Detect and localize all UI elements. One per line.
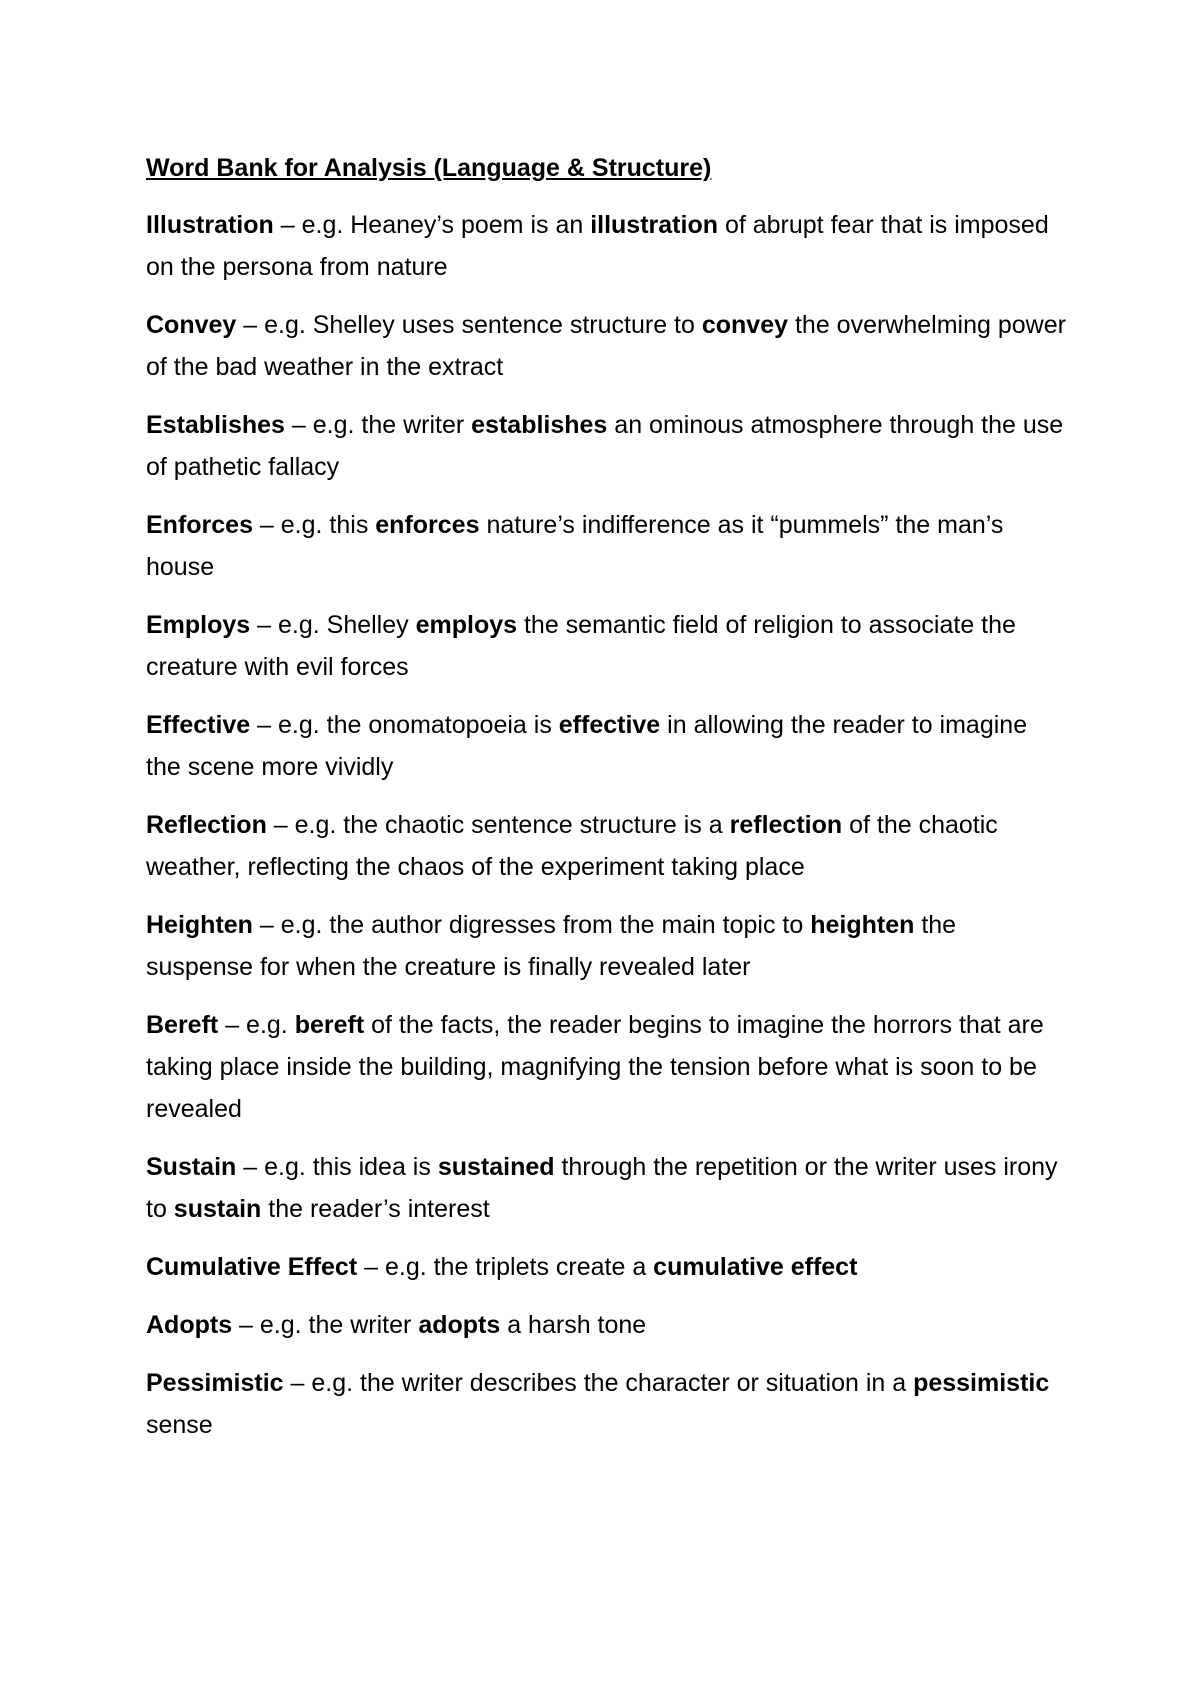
entry-keyword: pessimistic [913, 1369, 1050, 1397]
word-bank-entry [146, 304, 1066, 388]
entry-keyword: adopts [418, 1311, 501, 1339]
entry-term: Reflection [146, 811, 267, 839]
entry-text: the reader’s interest [261, 1195, 490, 1223]
entry-text: through the repetition or the writer uses irony to [146, 1153, 1058, 1223]
entry-keyword: establishes [471, 411, 608, 439]
entry-term: Pessimistic [146, 1369, 284, 1397]
word-bank-entry [146, 1246, 1066, 1288]
entry-text: – e.g. the triplets create a [357, 1253, 654, 1281]
word-bank-list [146, 204, 1066, 1446]
entry-text: – e.g. the writer [232, 1311, 419, 1339]
entry-term: Illustration [146, 211, 274, 239]
entry-text: nature’s indifference as it “pummels” the man’s house [146, 511, 1004, 581]
entry-term: Adopts [146, 1311, 233, 1339]
entry-text: sense [146, 1411, 213, 1439]
word-bank-entry [146, 1004, 1066, 1130]
entry-text: in allowing the reader to imagine the scene more vividly [146, 711, 1028, 781]
entry-text: a harsh tone [500, 1311, 647, 1339]
word-bank-entry [146, 204, 1066, 288]
word-bank-entry [146, 504, 1066, 588]
entry-term: Effective [146, 711, 251, 739]
entry-text: – e.g. this idea is [236, 1153, 438, 1181]
entry-keyword: enforces [375, 511, 480, 539]
entry-text: – e.g. the onomatopoeia is [250, 711, 559, 739]
word-bank-entry [146, 404, 1066, 488]
entry-term: Sustain [146, 1153, 237, 1181]
entry-text: – e.g. Shelley uses sentence structure to [236, 311, 702, 339]
entry-text: – e.g. [218, 1011, 295, 1039]
entry-text: the overwhelming power of the bad weather in the extract [146, 311, 1066, 381]
entry-text: – e.g. this [252, 511, 376, 539]
word-bank-entry [146, 1304, 1066, 1346]
word-bank-entry [146, 904, 1066, 988]
entry-text: – e.g. the author digresses from the main topic to [252, 911, 811, 939]
word-bank-entry [146, 604, 1066, 688]
entry-term: Convey [146, 311, 237, 339]
entry-term: Cumulative Effect [146, 1253, 358, 1281]
entry-text: the semantic field of religion to associate the creature with evil forces [146, 611, 1016, 681]
entry-term: Establishes [146, 411, 285, 439]
entry-text: of abrupt fear that is imposed on the persona from nature [146, 211, 1049, 281]
entry-keyword: effective [558, 711, 661, 739]
entry-text: – e.g. the writer describes the character or situation in a [283, 1369, 914, 1397]
entry-term: Heighten [146, 911, 253, 939]
word-bank-entry [146, 704, 1066, 788]
entry-text: the suspense for when the creature is finally revealed later [146, 911, 957, 981]
entry-keyword: convey [701, 311, 789, 339]
page-title: Word Bank for Analysis (Language & Structure) [146, 154, 712, 182]
entry-term: Employs [146, 611, 251, 639]
entry-keyword: cumulative effect [653, 1253, 858, 1281]
entry-keyword: heighten [810, 911, 915, 939]
entry-keyword: employs [415, 611, 518, 639]
entry-term: Enforces [146, 511, 253, 539]
entry-text: – e.g. the chaotic sentence structure is a [266, 811, 730, 839]
entry-text: an ominous atmosphere through the use of pathetic fallacy [146, 411, 1064, 481]
entry-text: – e.g. Shelley [250, 611, 416, 639]
entry-text: of the facts, the reader begins to imagine the horrors that are taking place inside the building, magnifying the tension before what is soon to be revealed [146, 1011, 1044, 1123]
word-bank-entry [146, 804, 1066, 888]
entry-text: of the chaotic weather, reflecting the chaos of the experiment taking place [146, 811, 998, 881]
entry-keyword: sustained [437, 1153, 555, 1181]
word-bank-entry [146, 1146, 1066, 1230]
entry-text: – e.g. Heaney’s poem is an [273, 211, 591, 239]
entry-term: Bereft [146, 1011, 219, 1039]
entry-keyword: illustration [590, 211, 718, 239]
document-page [146, 150, 1066, 1462]
word-bank-entry [146, 1362, 1066, 1446]
entry-keyword: sustain [173, 1195, 262, 1223]
entry-keyword: bereft [294, 1011, 365, 1039]
entry-text: – e.g. the writer [284, 411, 472, 439]
entry-keyword: reflection [729, 811, 843, 839]
